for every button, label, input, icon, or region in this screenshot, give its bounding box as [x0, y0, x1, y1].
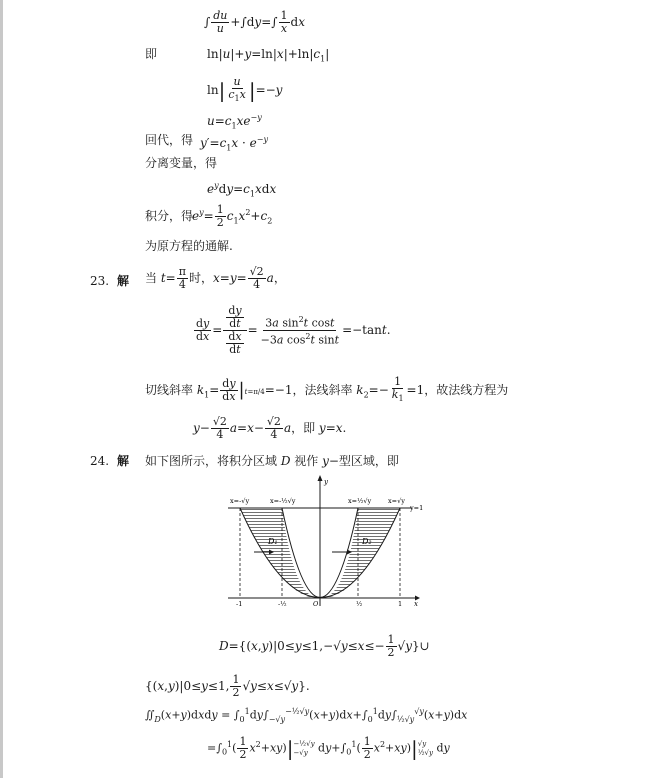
- problem-23-slopes: 切线斜率 $k_1=$ $\frac{dy}{dx}$ |t=π/4=−1，法线斜率 $k_2=-$ $\frac{1}{k_1}$ =1，故法线方程为: [145, 375, 509, 404]
- evaluated-integral-line: $=\int_0^1$( $\frac{1}{2}$ $x^2+xy)|$ −½√y −√y $dy+\int_0^1$( $\frac{1}{2}$ $x^2+xy)|$ √y ½√y dy: [207, 735, 450, 761]
- tick-minus-1: -1: [236, 600, 243, 607]
- equation-line-3: ln| $\frac{u}{c_1x}$ |=−y: [207, 75, 283, 104]
- problem-23-derivative: $\frac{dy}{dx}$ = $\frac{\frac{dy}{dt}}{\frac{dx}{dt}}$ = $\frac{3a \sin^2t \cos t}{-3a \cos^2t \sin t}$ =−tant.: [196, 304, 391, 356]
- problem-23-condition: 当 t= $\frac{\pi}{4}$ 时，x=y= $\frac{√2}{4}$ a，: [145, 265, 286, 291]
- text-separate-variables: 分离变量，得: [145, 156, 218, 170]
- equation-line-5: $y'=c_1x \cdot e^{-y}$: [200, 135, 268, 153]
- label-x-minus-half: x=-½√y: [270, 497, 296, 505]
- problem-23-normal-line: y− $\frac{√2}{4}$ a=x− $\frac{√2}{4}$ a，即 y=x.: [193, 415, 347, 441]
- problem-24-tag: 解: [117, 454, 130, 468]
- equation-line-4: $u=c_1xe^{-y}$: [207, 113, 262, 131]
- equation-line-8: $e^y=$ $\frac{1}{2}$ $c_1x^2+c_2$: [192, 203, 273, 229]
- tick-origin: O: [313, 600, 319, 607]
- label-huidai: 回代，得: [145, 133, 194, 147]
- equation-line-1: ∫ $\frac{du}{u}$ +∫dy=∫ $\frac{1}{x}$ dx: [204, 9, 305, 35]
- label-integrate: 积分，得: [145, 209, 194, 223]
- equation-line-7: $e^ydy=c_1xdx$: [207, 181, 277, 199]
- label-y-axis: y: [324, 478, 328, 486]
- y-axis-arrow: [318, 475, 323, 481]
- double-integral-line: $∬_D(x+y)dxdy = \int_0^1dy\int_{-√y}^{-\frac{1}{2}√y}(x+y)dx+\int_0^1dy\int_{\frac{1}{2}√y}^{√y}(x+y)dx$: [145, 707, 468, 724]
- arrow-right-region: [332, 550, 352, 555]
- label-x-plus-half: x=½√y: [348, 497, 372, 505]
- text-general-solution: 为原方程的通解.: [145, 239, 233, 253]
- problem-23-tag: 解: [117, 274, 130, 288]
- region-d-part2: {(x,y)|0≤y≤1, $\frac{1}{2}$ √y≤x≤√y}.: [145, 673, 310, 699]
- tick-minus-half: -½: [278, 600, 287, 607]
- region-d-part1: D={(x,y)|0≤y≤1,−√y≤x≤− $\frac{1}{2}$ √y}∪: [219, 633, 430, 659]
- problem-23-number: 23.: [90, 274, 110, 288]
- problem-24-number: 24.: [90, 454, 110, 468]
- label-x-plus-sqrt: x=√y: [388, 497, 405, 505]
- label-x-axis: x: [414, 600, 418, 607]
- label-x-minus-sqrt: x=-√y: [230, 497, 250, 505]
- shaded-region-right: [320, 508, 400, 598]
- shaded-region-left: [240, 508, 320, 598]
- label-y-equals-1: y=1: [410, 504, 424, 512]
- tick-plus-half: ½: [356, 600, 363, 607]
- equation-line-2: $\ln|u|+y=\ln|x|+\ln|c_1|$: [207, 47, 330, 64]
- label-ji: 即: [145, 47, 158, 61]
- tick-plus-1: 1: [398, 600, 403, 607]
- problem-24-intro: 如下图所示，将积分区域 D 视作 y−型区域，即: [145, 454, 399, 468]
- label-region-d2: D₂: [362, 537, 372, 546]
- label-region-d1: D₁: [268, 537, 278, 546]
- region-figure: [224, 472, 424, 607]
